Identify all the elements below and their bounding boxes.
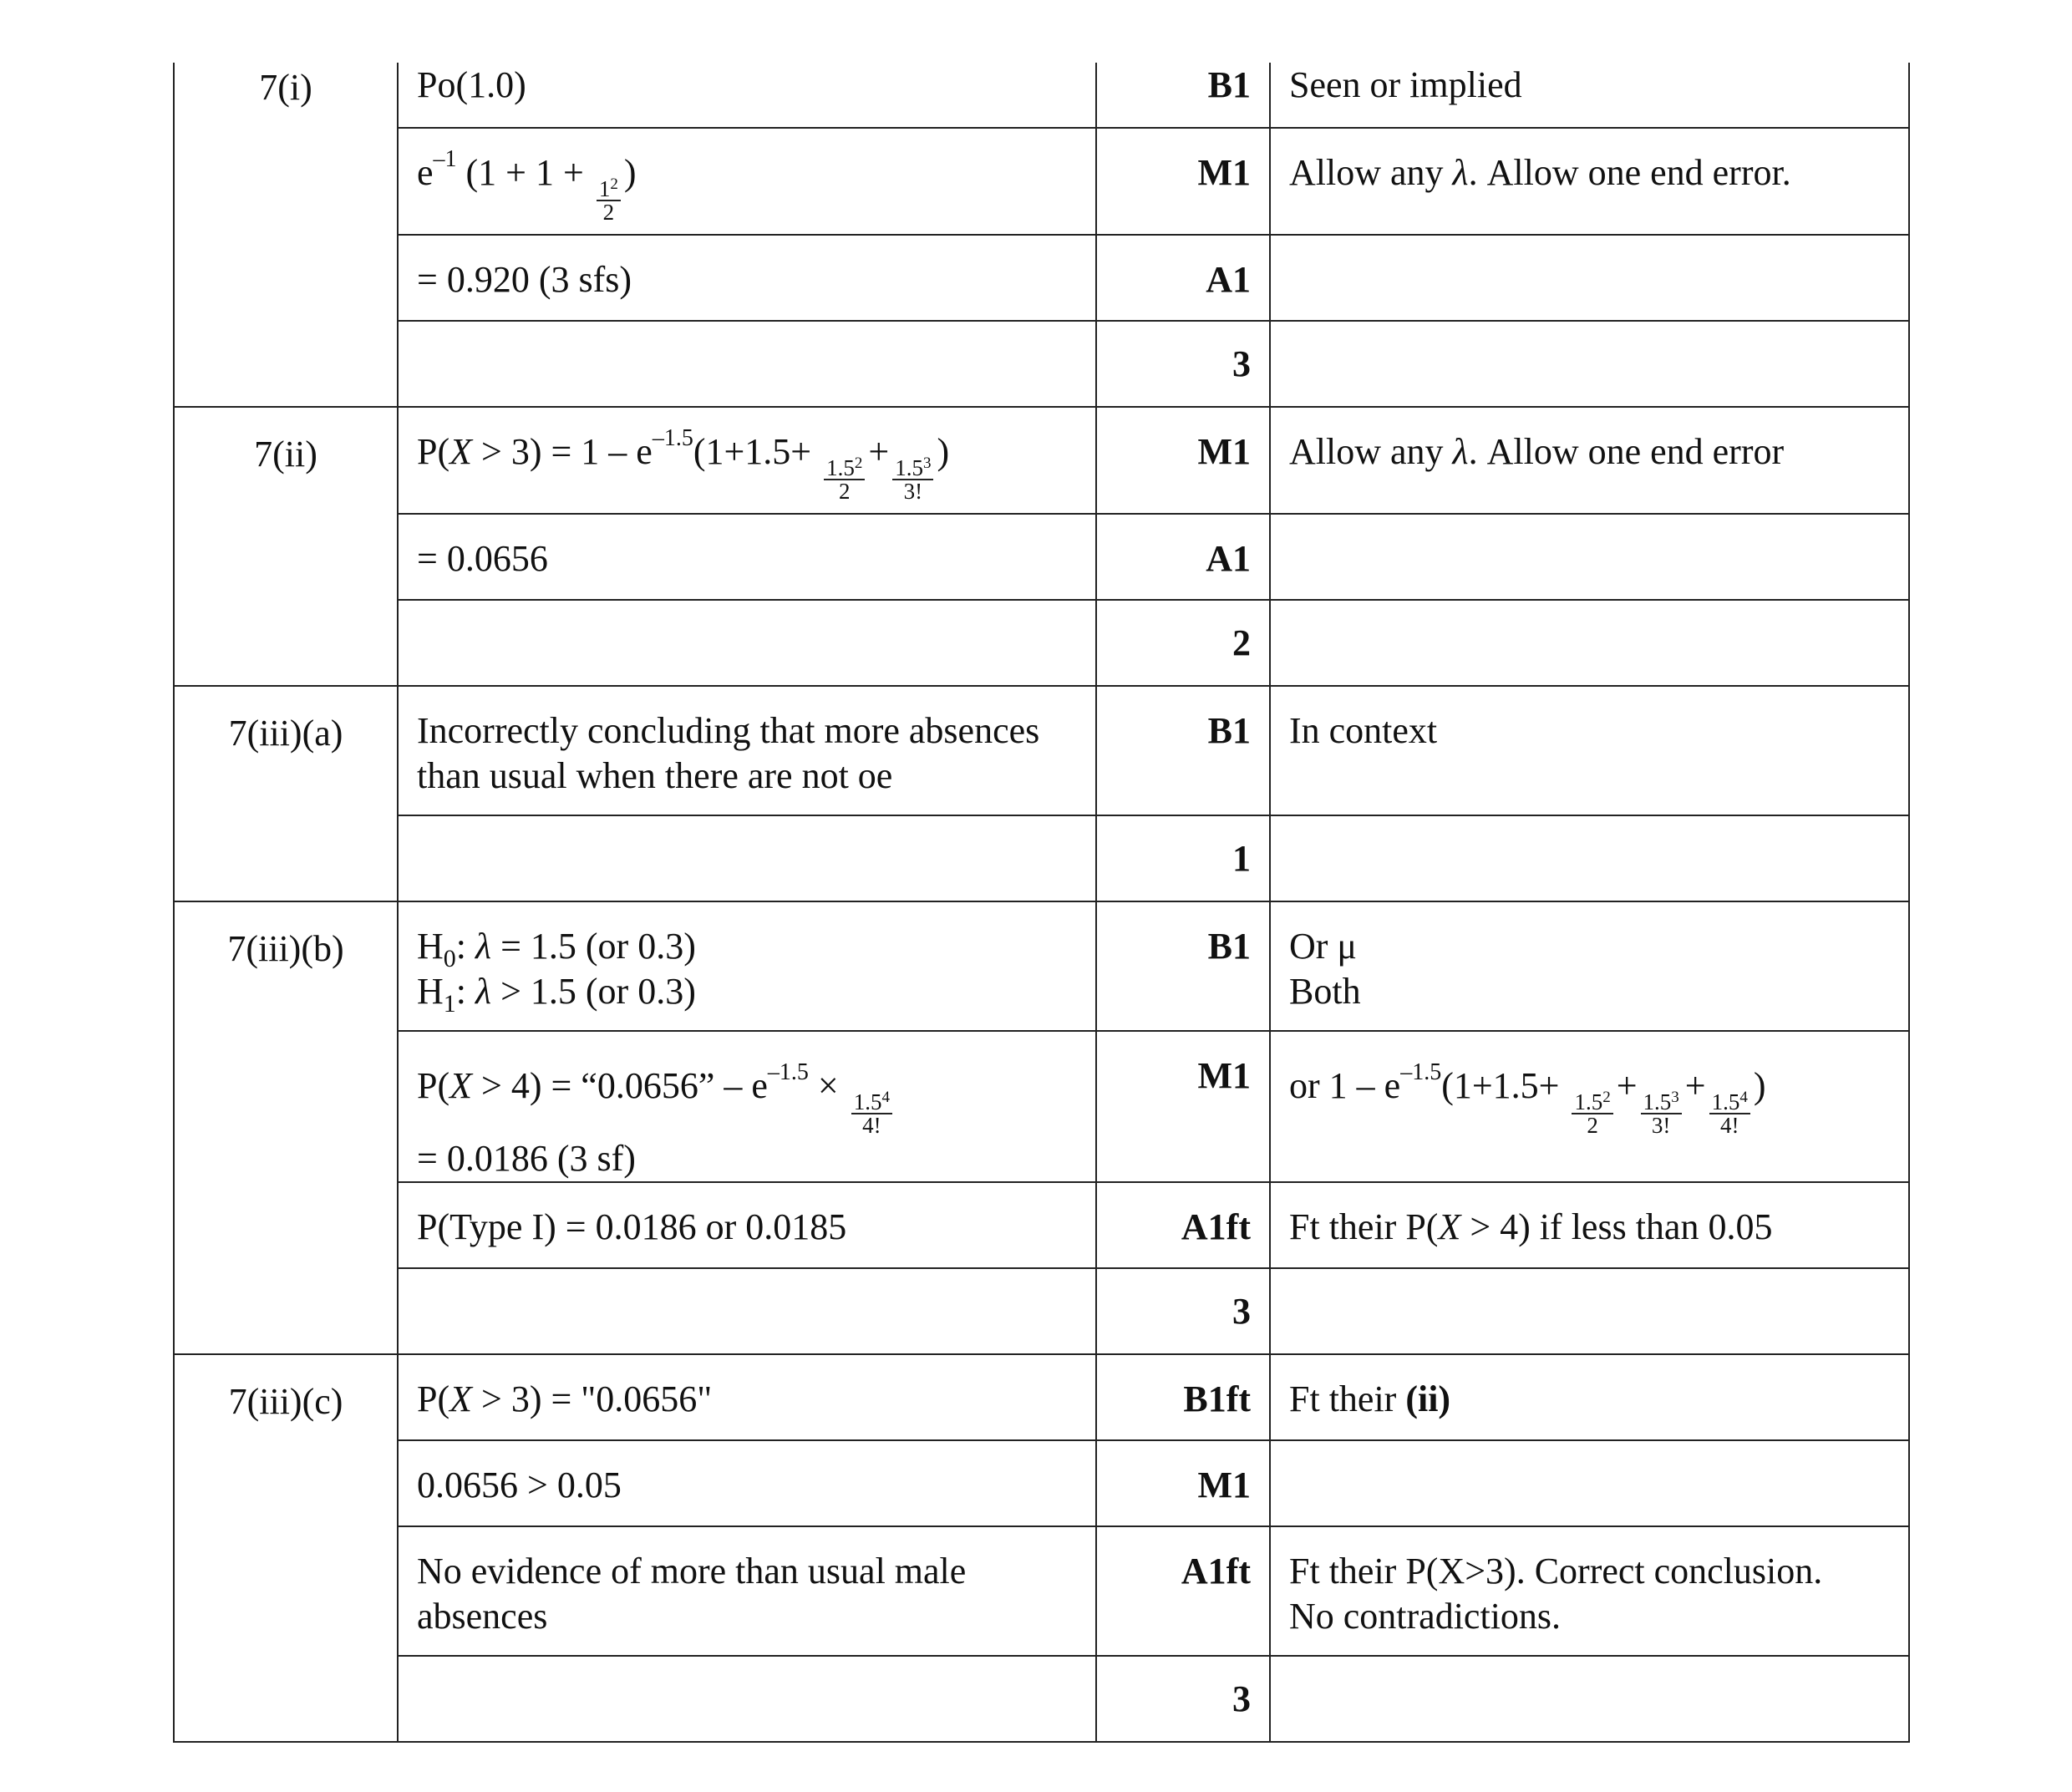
mark-cell: M1 xyxy=(1096,1440,1270,1526)
answer-cell: P(X > 4) = “0.0656” – $e^{-1.5}$ × $\frac{1.5^4}{4!}$ = 0.0186 (3 sf) xyxy=(398,1031,1096,1182)
total-mark-cell: 2 xyxy=(1096,600,1270,686)
table-row xyxy=(174,514,1909,600)
fraction: $\frac{1.5^3}{3!}$ xyxy=(1641,1087,1682,1136)
mark-cell: A1ft xyxy=(1096,1526,1270,1656)
mark-cell: A1ft xyxy=(1096,1182,1270,1268)
table-row xyxy=(174,1268,1909,1354)
fraction: $\frac{1.5^2}{2}$ xyxy=(1572,1087,1612,1136)
total-mark-cell: 1 xyxy=(1096,815,1270,901)
mark-cell: A1 xyxy=(1096,235,1270,321)
mark-cell: B1 xyxy=(1096,686,1270,815)
guidance-cell xyxy=(1270,600,1909,686)
answer-cell: = 0.0656 xyxy=(398,514,1096,600)
answer-cell: Po(1.0) xyxy=(398,63,1096,128)
guidance-cell: Or μ Both xyxy=(1270,901,1909,1031)
answer-cell xyxy=(398,1656,1096,1742)
mark-cell: B1 xyxy=(1096,63,1270,128)
table-row xyxy=(174,63,1909,128)
total-mark-cell: 3 xyxy=(1096,321,1270,407)
answer-cell: $P(X > 3) = 1 - e^{-1.5}(1+1.5+$ $\frac{1.5^2}{2}$ + $\frac{1.5^3}{3!}$ ) xyxy=(398,407,1096,514)
table-row xyxy=(174,600,1909,686)
answer-cell: No evidence of more than usual male absences xyxy=(398,1526,1096,1656)
answer-cell xyxy=(398,600,1096,686)
question-label: 7(ii) xyxy=(174,407,398,686)
guidance-cell: Allow any λ. Allow one end error xyxy=(1270,407,1909,514)
fraction: $\frac{1.5^2}{2}$ xyxy=(824,453,865,502)
answer-cell: = 0.920 (3 sfs) xyxy=(398,235,1096,321)
answer-cell xyxy=(398,815,1096,901)
mark-cell: B1 xyxy=(1096,901,1270,1031)
fraction: $\frac{1.5^4}{4!}$ xyxy=(1709,1087,1750,1136)
guidance-cell: In context xyxy=(1270,686,1909,815)
guidance-cell xyxy=(1270,1656,1909,1742)
table-row xyxy=(174,815,1909,901)
table-row xyxy=(174,1031,1909,1182)
answer-cell: 0.0656 > 0.05 xyxy=(398,1440,1096,1526)
answer-cell xyxy=(398,1268,1096,1354)
guidance-cell xyxy=(1270,514,1909,600)
fraction: $\frac{1^2}{2}$ xyxy=(597,174,621,223)
answer-cell: P(Type I) = 0.0186 or 0.0185 xyxy=(398,1182,1096,1268)
question-label: 7(iii)(b) xyxy=(174,901,398,1354)
mark-cell: M1 xyxy=(1096,128,1270,235)
hypotheses-cell: $H_0$: λ = 1.5 (or 0.3) $H_1$: λ > 1.5 (or 0.3) xyxy=(398,901,1096,1031)
table-row xyxy=(174,1440,1909,1526)
guidance-cell: Ft their (ii) xyxy=(1270,1354,1909,1440)
guidance-cell: Ft their P(X > 4) if less than 0.05 xyxy=(1270,1182,1909,1268)
guidance-cell xyxy=(1270,235,1909,321)
answer-cell xyxy=(398,321,1096,407)
guidance-cell xyxy=(1270,321,1909,407)
fraction: $\frac{1.5^3}{3!}$ xyxy=(892,453,933,502)
guidance-cell xyxy=(1270,815,1909,901)
table-row xyxy=(174,686,1909,815)
mark-cell: B1ft xyxy=(1096,1354,1270,1440)
question-label: 7(i) xyxy=(174,63,398,407)
table-row xyxy=(174,1182,1909,1268)
guidance-cell xyxy=(1270,1440,1909,1526)
answer-cell: $e^{-1}$ (1 + 1 + $\frac{1^2}{2}$ ) xyxy=(398,128,1096,235)
table-row xyxy=(174,407,1909,514)
guidance-cell: Ft their P(X>3). Correct conclusion. No contradictions. xyxy=(1270,1526,1909,1656)
answer-cell: Incorrectly concluding that more absences than usual when there are not oe xyxy=(398,686,1096,815)
fraction: $\frac{1.5^4}{4!}$ xyxy=(851,1087,892,1136)
question-label: 7(iii)(c) xyxy=(174,1354,398,1742)
guidance-cell xyxy=(1270,1268,1909,1354)
answer-cell: P(X > 3) = "0.0656" xyxy=(398,1354,1096,1440)
mark-cell: M1 xyxy=(1096,1031,1270,1182)
table-row xyxy=(174,1656,1909,1742)
guidance-cell: Seen or implied xyxy=(1270,63,1909,128)
mark-cell: A1 xyxy=(1096,514,1270,600)
question-label: 7(iii)(a) xyxy=(174,686,398,901)
table-row xyxy=(174,901,1909,1031)
mark-scheme-table xyxy=(173,63,1910,1743)
guidance-cell: Allow any λ. Allow one end error. xyxy=(1270,128,1909,235)
table-row xyxy=(174,1354,1909,1440)
guidance-cell: or $1 - e^{-1.5}(1+1.5+$ $\frac{1.5^2}{2}$ + $\frac{1.5^3}{3!}$ + $\frac{1.5^4}{4!}$ ) xyxy=(1270,1031,1909,1182)
table-row xyxy=(174,321,1909,407)
total-mark-cell: 3 xyxy=(1096,1656,1270,1742)
total-mark-cell: 3 xyxy=(1096,1268,1270,1354)
table-row xyxy=(174,128,1909,235)
table-row xyxy=(174,1526,1909,1656)
table-row xyxy=(174,235,1909,321)
mark-cell: M1 xyxy=(1096,407,1270,514)
